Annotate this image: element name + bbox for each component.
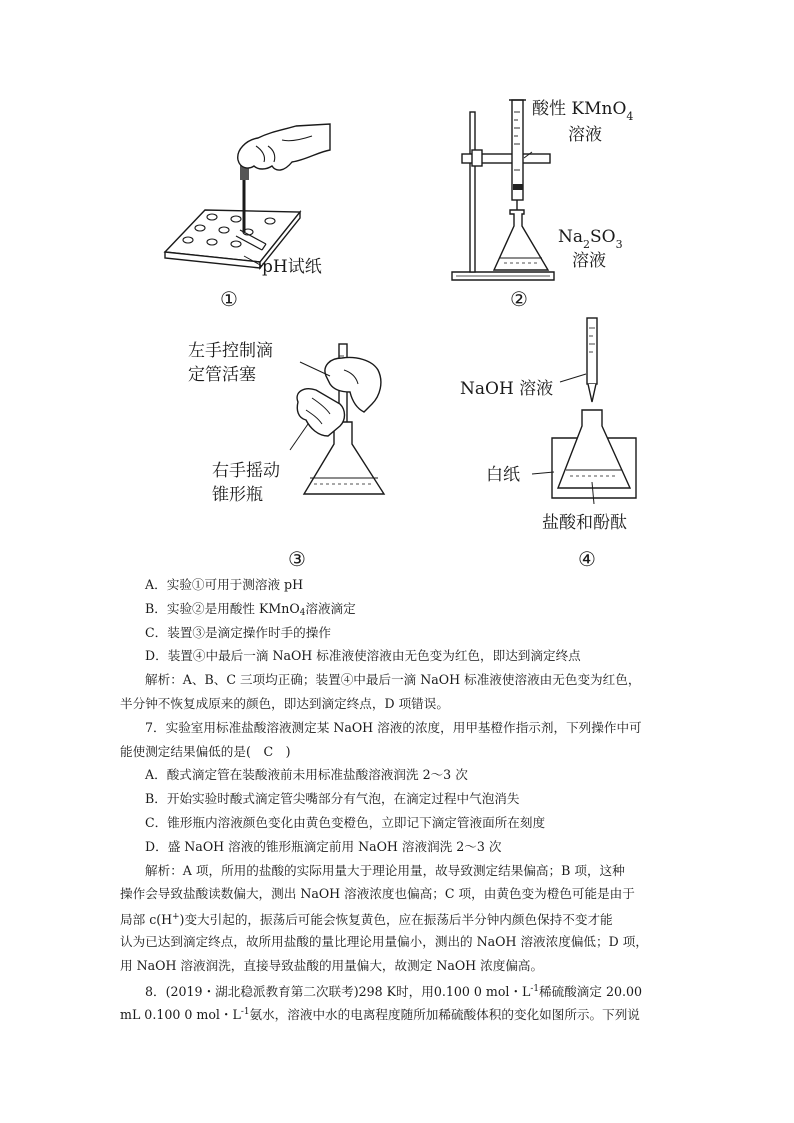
hand [238,124,330,170]
exp3-label-a1: 左手控制滴 [188,341,273,361]
q7-stem-line1: 7．实验室用标准盐酸溶液测定某 NaOH 溶液的浓度，用甲基橙作指示剂，下列操作中可 [145,719,642,735]
analysis-7-line4: 认为已达到滴定终点，故所用盐酸的量比理论用量偏小，测出的 NaOH 溶液浓度偏低；D 项， [120,933,648,949]
analysis-7-line2: 操作会导致盐酸读数偏大，测出 NaOH 溶液浓度也偏高；C 项，由黄色变为橙色可能是由于 [120,886,635,902]
q8-line1: 8．(2019・湖北稳派教育第二次联考)298 K时，用0.100 0 mol・$L^{-1}$稀硫酸滴定 20.00 [145,983,643,999]
option-6c: C．装置③是滴定操作时手的操作 [145,624,331,640]
option-7d: D．盛 NaOH 溶液的锥形瓶滴定前用 NaOH 溶液润洗 2～3 次 [145,838,502,854]
exp1-number: ① [220,287,238,311]
q8-line2: mL 0.100 0 mol・$L^{-1}$氨水，溶液中水的电离程度随所加稀硫酸体积的变化如图所示。下列说 [120,1007,640,1023]
analysis-7-line3: 局部 c(H+)变大引起的，振荡后可能会恢复黄色，应在振荡后半分钟内颜色保持不变才能 [120,912,613,928]
exp3-drawing [290,344,384,494]
exp2-drawing [452,100,554,280]
exp3-label-b1: 右手摇动 [212,461,280,481]
exp4-label-bottom: 盐酸和酚酞 [542,513,627,533]
exp2-label-bottom: $Na_2SO_3$ [558,227,623,251]
exp4-label-left: 白纸 [486,465,520,485]
exp4-label-top: NaOH 溶液 [460,379,554,399]
exp2-number: ② [510,287,528,311]
exp4-drawing [532,318,636,504]
exp4-number: ④ [578,547,596,570]
conical-flask-3 [304,422,384,494]
conical-flask-2 [494,210,548,270]
svg-text:溶液: 溶液 [568,125,602,145]
analysis-6-line2: 半分钟不恢复成原来的颜色，即达到滴定终点，D 项错误。 [120,695,449,711]
exp3-number: ③ [288,547,306,570]
exp3-label-a2: 定管活塞 [188,365,256,385]
option-6b: B．实验②是用酸性 KMnO$_4$溶液滴定 [145,600,356,618]
exp2-label-top: 酸性 KMnO$_4$ [532,99,634,123]
option-7c: C．锥形瓶内溶液颜色变化由黄色变橙色，立即记下滴定管液面所在刻度 [145,814,546,830]
q7-stem-line2: 能使测定结果偏低的是( C ) [120,743,291,759]
exp1-drawing [165,124,330,268]
option-7b: B．开始实验时酸式滴定管尖嘴部分有气泡，在滴定过程中气泡消失 [145,791,520,807]
option-7a: A．酸式滴定管在装酸液前未用标准盐酸溶液润洗 2～3 次 [145,767,468,783]
analysis-7-line1: 解析：A 项，所用的盐酸的实际用量大于理论用量，故导致测定结果偏高；B 项，这种 [145,862,625,878]
exp3-label-b2: 锥形瓶 [212,485,263,505]
analysis-7-line5: 用 NaOH 溶液润洗，直接导致盐酸的用量偏大，故测定 NaOH 浓度偏高。 [120,957,544,973]
question-text [120,573,680,1025]
svg-text:溶液: 溶液 [572,251,606,271]
option-6a: A．实验①可用于测溶液 pH [145,577,304,592]
option-6d: D．装置④中最后一滴 NaOH 标准液使溶液由无色变为红色，即达到滴定终点 [145,648,581,664]
stand-rod [470,112,475,272]
analysis-6-line1: 解析：A、B、C 三项均正确；装置④中最后一滴 NaOH 标准液使溶液由无色变为红色， [145,672,641,688]
exp1-label: pH试纸 [262,257,322,277]
